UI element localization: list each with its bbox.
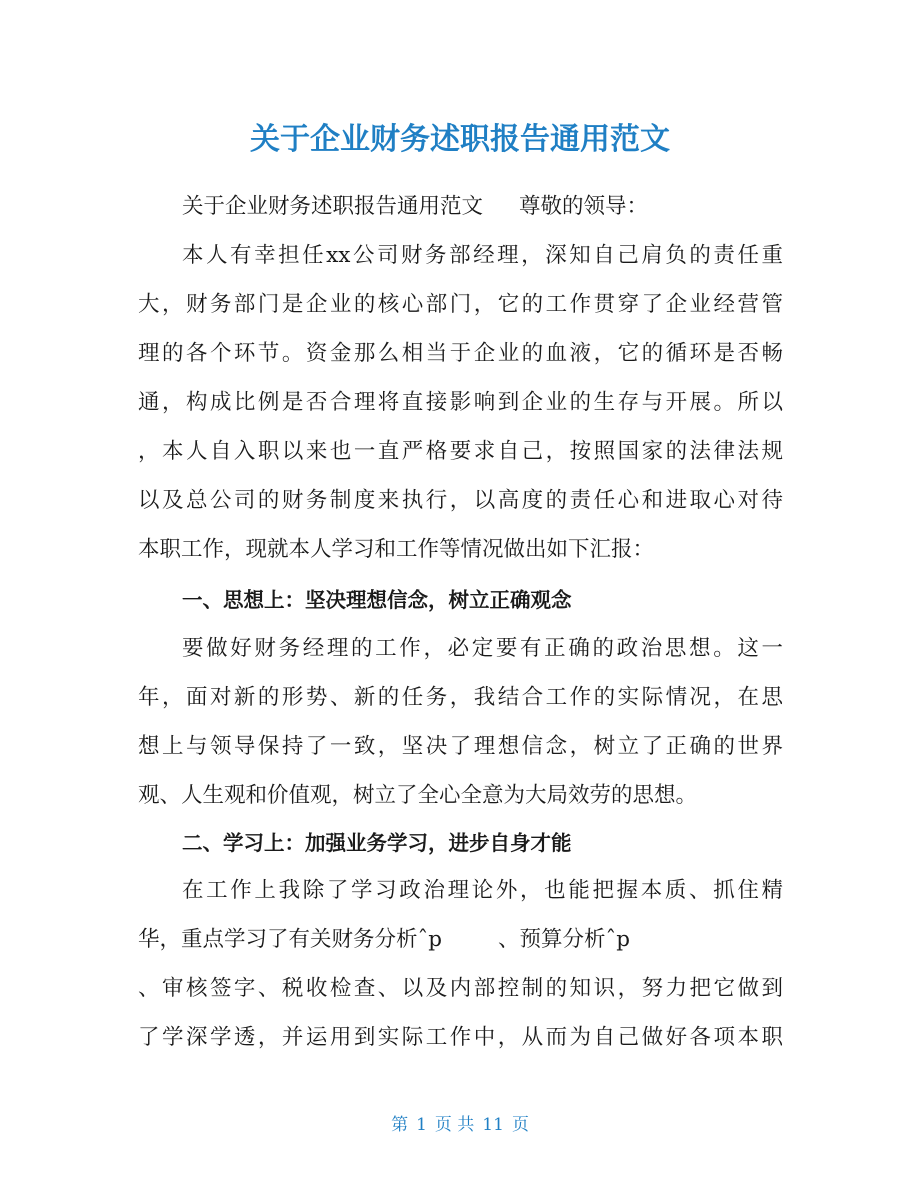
footer-page-number: 1 (416, 1115, 427, 1135)
paragraph-line: 想上与领导保持了一致，坚决了理想信念，树立了正确的世界 (138, 734, 783, 759)
paragraph-line: 本职工作，现就本人学习和工作等情况做出如下汇报： (138, 537, 655, 562)
paragraph-line: 通，构成比例是否合理将直接影响到企业的生存与开展。所以 (138, 390, 783, 415)
page-footer (0, 1112, 920, 1138)
footer-middle: 页 共 (434, 1115, 475, 1135)
paragraph-segment: 华，重点学习了有关财务分析ˆp (138, 927, 443, 952)
paragraph-line: 要做好财务经理的工作，必定要有正确的政治思想。这一 (182, 636, 783, 661)
section-heading-2: 二、学习上：加强业务学习，进步自身才能 (182, 831, 572, 855)
paragraph-line: 本人有幸担任xx公司财务部经理，深知自己肩负的责任重 (182, 243, 783, 268)
document-title: 关于企业财务述职报告通用范文 (250, 122, 670, 157)
paragraph-line (138, 925, 783, 955)
paragraph-line: 大，财务部门是企业的核心部门，它的工作贯穿了企业经营管 (138, 292, 783, 317)
paragraph-line: 以及总公司的财务制度来执行，以高度的责任心和进取心对待 (138, 488, 783, 513)
section-heading-1: 一、思想上：坚决理想信念，树立正确观念 (182, 588, 572, 612)
paragraph-line: 理的各个环节。资金那么相当于企业的血液，它的循环是否畅 (138, 341, 783, 366)
footer-suffix: 页 (511, 1115, 529, 1135)
paragraph-line: 了学深学透，并运用到实际工作中，从而为自己做好各项本职 (138, 1025, 783, 1050)
paragraph-segment: 、预算分析ˆp (498, 927, 631, 952)
footer-prefix: 第 (391, 1115, 409, 1135)
paragraph-line: 在工作上我除了学习政治理论外，也能把握本质、抓住精 (182, 878, 783, 903)
paragraph-line: ，本人自入职以来也一直严格要求自己，按照国家的法律法规 (138, 439, 783, 464)
intro-line (182, 192, 783, 222)
salutation: 尊敬的领导： (519, 194, 649, 219)
footer-total-pages: 11 (482, 1115, 504, 1135)
paragraph-line: 年，面对新的形势、新的任务，我结合工作的实际情况，在思 (138, 685, 783, 710)
paragraph-line: 、审核签字、税收检查、以及内部控制的知识，努力把它做到 (138, 976, 783, 1001)
intro-title: 关于企业财务述职报告通用范文 (182, 194, 484, 219)
paragraph-line: 观、人生观和价值观，树立了全心全意为大局效劳的思想。 (138, 783, 698, 808)
